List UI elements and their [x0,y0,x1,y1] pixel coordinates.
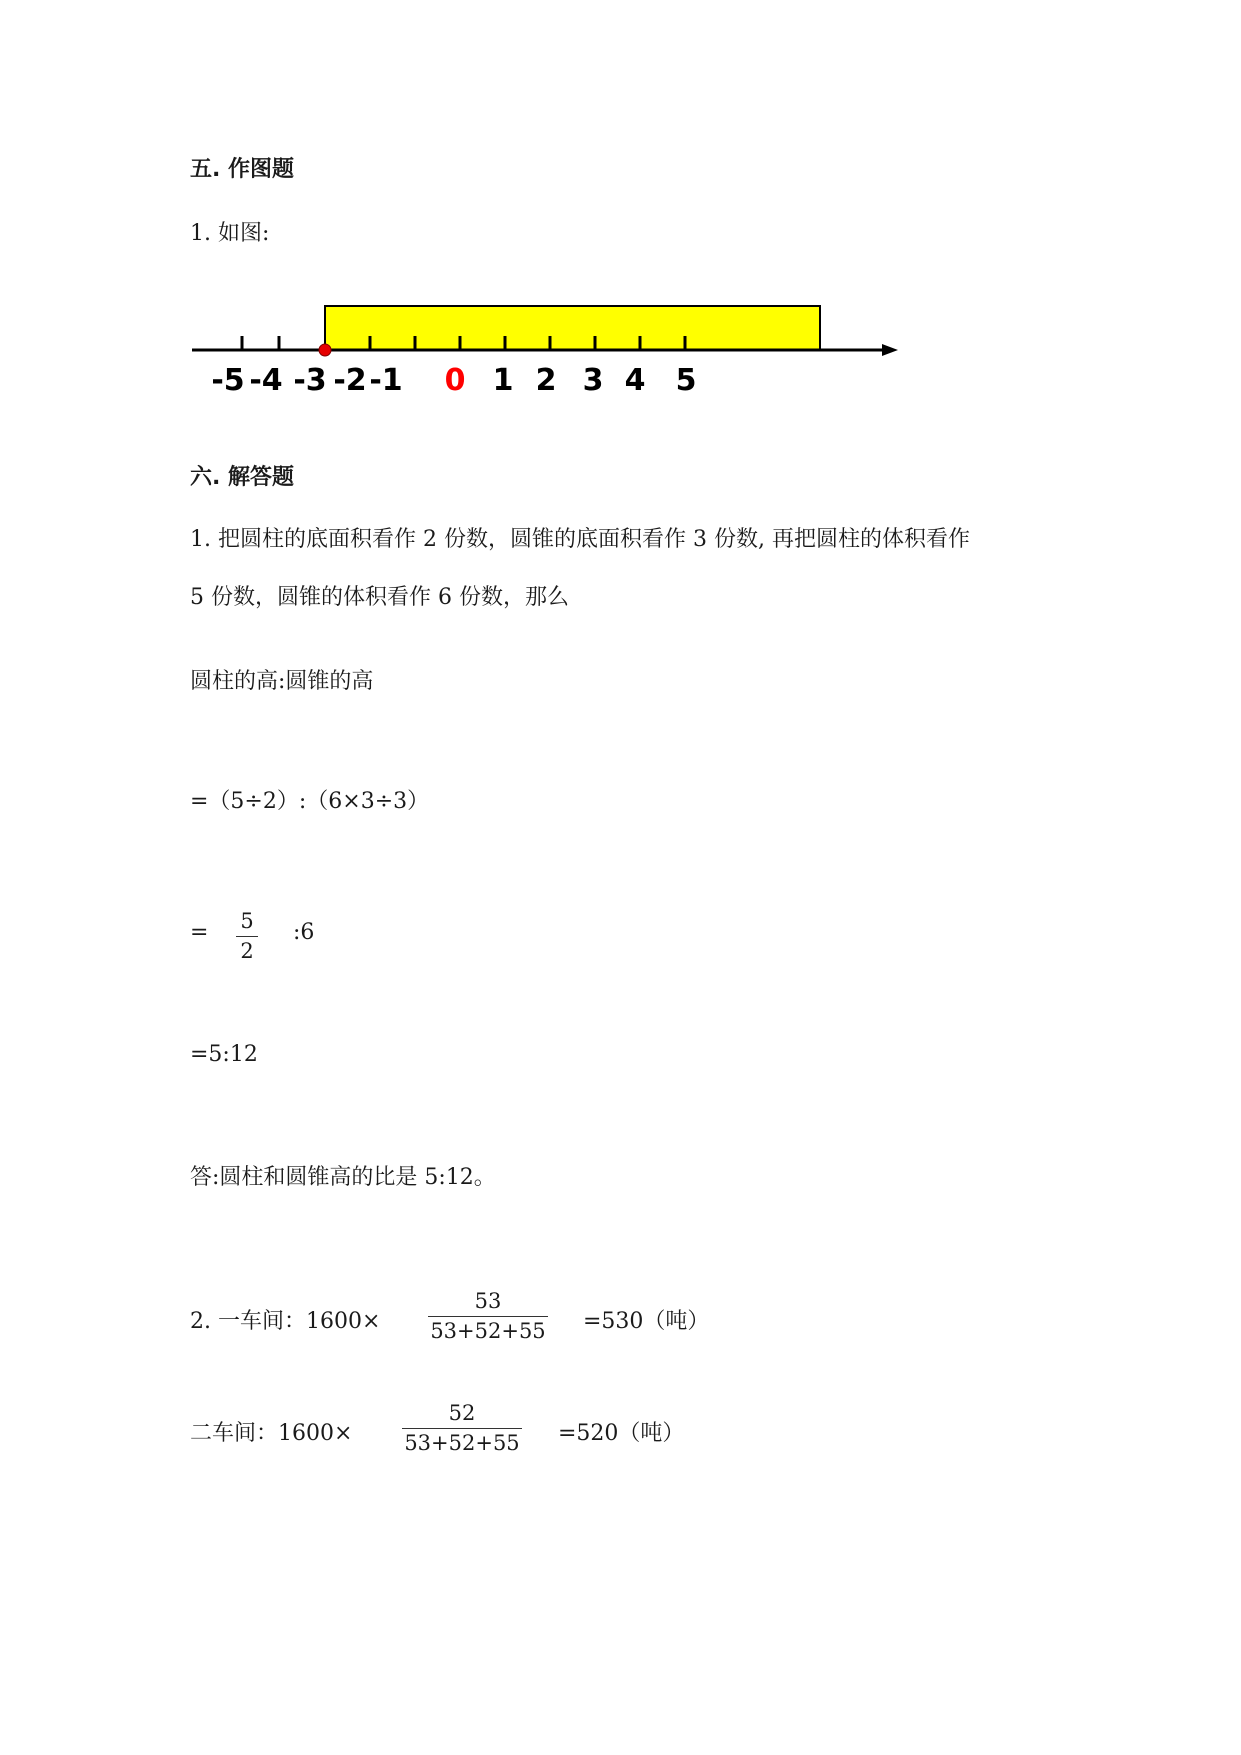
number-line-figure [190,298,905,406]
tick-label: 5 [675,363,697,398]
tick-label: 2 [535,363,557,398]
arrow-head-icon [882,344,898,356]
fraction-numerator: 5 [240,909,254,933]
section-6-heading: 六. 解答题 [190,465,295,490]
q2-line-2-result: =520（吨） [558,1421,685,1446]
fraction-denominator: 53+52+55 [404,1431,520,1455]
step-3-fraction [236,911,258,962]
tick-label: -3 [293,363,327,398]
highlight-rect [325,306,820,350]
tick-label: -2 [333,363,367,398]
step-4: =5:12 [190,1042,258,1067]
q1-text-line-2: 5 份数，圆锥的体积看作 6 份数，那么 [190,585,569,610]
tick-label: 0 [444,363,466,398]
tick-label: -1 [369,363,403,398]
fraction-numerator: 53 [474,1289,502,1313]
fraction-numerator: 52 [448,1401,476,1425]
q2-line-1-fraction [428,1291,548,1342]
tick-label: 1 [492,363,514,398]
q2-line-2-fraction [402,1403,522,1454]
tick-label: 4 [624,363,646,398]
step-1: 圆柱的高:圆锥的高 [190,669,374,694]
q2-line-1-result: =530（吨） [583,1309,710,1334]
section-5-heading: 五. 作图题 [190,157,295,182]
question-1-label: 1. 如图: [190,221,270,246]
step-2: =（5÷2）:（6×3÷3） [190,789,430,814]
step-3-prefix: = [190,920,209,945]
q2-line-1-prefix: 2. 一车间：1600× [190,1309,381,1334]
fraction-denominator: 2 [240,939,254,963]
step-3-suffix: :6 [293,920,315,945]
tick-label: -5 [211,363,245,398]
tick-label: -4 [249,363,283,398]
point-marker [319,344,331,356]
tick-label: 3 [582,363,604,398]
q2-line-2-prefix: 二车间：1600× [190,1421,353,1446]
answer-line: 答:圆柱和圆锥高的比是 5:12。 [190,1165,496,1190]
q1-text-line-1: 1. 把圆柱的底面积看作 2 份数，圆锥的底面积看作 3 份数, 再把圆柱的体积看作 [190,527,970,552]
fraction-denominator: 53+52+55 [430,1319,546,1343]
